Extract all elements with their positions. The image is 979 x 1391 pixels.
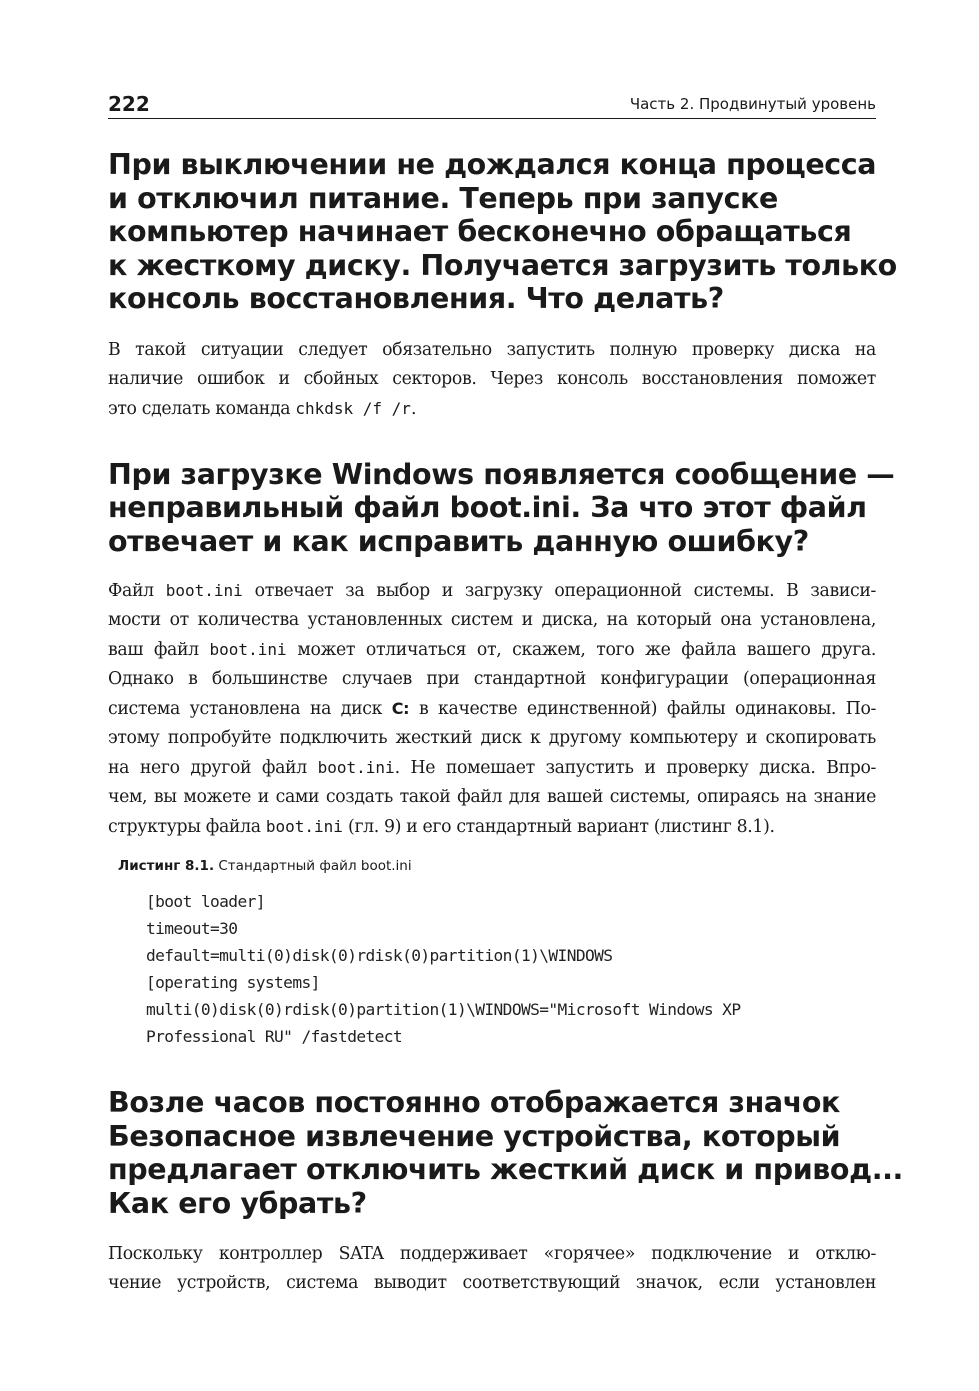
heading-line: предлагает отключить жесткий диск и привод... <box>108 1153 903 1186</box>
heading-line: При загрузке Windows появляется сообщение — <box>108 457 895 491</box>
inline-code: boot.ini <box>317 758 395 777</box>
code-line: [operating systems] <box>146 973 320 992</box>
heading-line: отвечает и как исправить данную ошибку? <box>108 524 809 558</box>
heading-line: компьютер начинает бесконечно обращаться <box>108 215 852 248</box>
listing-caption-label: Листинг 8.1. <box>118 858 215 874</box>
page-number: 222 <box>108 92 150 116</box>
heading-line: и отключил питание. Теперь при запуске <box>108 181 778 215</box>
listing-caption <box>108 856 876 876</box>
text-fragment: Файл <box>108 581 166 601</box>
text-line <box>108 635 876 665</box>
text-fragment: ваш файл <box>108 640 210 660</box>
inline-code: boot.ini <box>209 640 287 659</box>
page-content <box>108 148 903 1298</box>
heading-line: При выключении не дождался конца процесса <box>108 148 877 181</box>
text-line: чем, вы можете и сами создать такой файл для вашей системы, опираясь на знание <box>108 787 876 807</box>
heading-line: неправильный файл boot.ini. За что этот файл <box>108 491 867 524</box>
code-listing <box>108 888 876 1050</box>
text-fragment: это сделать команда <box>108 398 296 419</box>
text-fragment: . <box>410 398 417 419</box>
drive-letter: C: <box>391 699 410 718</box>
heading-line: Возле часов постоянно отображается значок <box>108 1086 841 1119</box>
text-line <box>108 576 876 606</box>
inline-code: boot.ini <box>165 581 243 600</box>
code-line: default=multi(0)disk(0)rdisk(0)partition(1)\WINDOWS <box>146 946 613 965</box>
heading-line: Как его убрать? <box>108 1186 367 1220</box>
text-fragment: отвечает за выбор и загрузку операционной системы. В зависи- <box>242 581 876 601</box>
text-fragment: на него другой файл <box>108 758 318 778</box>
text-line: Поскольку контроллер SATA поддерживает «горячее» подключение и отклю- <box>108 1244 876 1264</box>
heading-line: к жесткому диску. Получается загрузить только <box>108 248 897 282</box>
text-line <box>108 394 876 424</box>
paragraph-boot-ini <box>108 576 876 842</box>
text-line: этому попробуйте подключить жесткий диск к другому компьютеру и скопировать <box>108 728 876 748</box>
running-head <box>108 90 876 119</box>
text-line: В такой ситуации следует обязательно запустить полную проверку диска на <box>108 339 876 360</box>
text-fragment: система установлена на диск <box>108 699 392 719</box>
heading-line: консоль восстановления. Что делать? <box>108 282 724 315</box>
text-line: чение устройств, система выводит соответствующий значок, если установлен <box>108 1273 876 1293</box>
section-heading-shutdown <box>108 148 897 316</box>
text-line <box>108 753 876 783</box>
text-fragment: (гл. 9) и его стандартный вариант (листинг 8.1). <box>342 817 775 837</box>
section-heading-boot-ini <box>108 457 895 559</box>
listing-caption-text: Стандартный файл boot.ini <box>214 858 412 874</box>
inline-code: chkdsk /f /r <box>295 398 411 418</box>
inline-code: boot.ini <box>265 817 343 836</box>
code-line: [boot loader] <box>146 892 265 911</box>
text-line: наличие ошибок и сбойных секторов. Через консоль восстановления поможет <box>108 368 876 389</box>
paragraph-sata <box>108 1240 876 1298</box>
heading-line: Безопасное извлечение устройства, который <box>108 1119 841 1153</box>
code-line: timeout=30 <box>146 919 238 938</box>
paragraph-chkdsk <box>108 336 876 424</box>
text-fragment: структуры файла <box>108 817 266 837</box>
text-line: мости от количества установленных систем и диска, на который она установлена, <box>108 610 876 630</box>
text-line <box>108 694 876 724</box>
text-line <box>108 812 876 842</box>
text-line: Однако в большинстве случаев при стандартной конфигурации (операционная <box>108 669 876 689</box>
text-fragment: в качестве единственной) файлы одинаковы. По- <box>409 699 877 719</box>
text-fragment: может отличаться от, скажем, того же файла вашего друга. <box>286 640 876 660</box>
chapter-title: Часть 2. Продвинутый уровень <box>629 95 876 113</box>
code-line: Professional RU" /fastdetect <box>146 1027 403 1046</box>
section-heading-safe-removal <box>108 1086 903 1220</box>
text-fragment: . Не помешает запустить и проверку диска. Впро- <box>394 758 877 778</box>
code-line: multi(0)disk(0)rdisk(0)partition(1)\WINDOWS="Microsoft Windows XP <box>146 1000 741 1019</box>
